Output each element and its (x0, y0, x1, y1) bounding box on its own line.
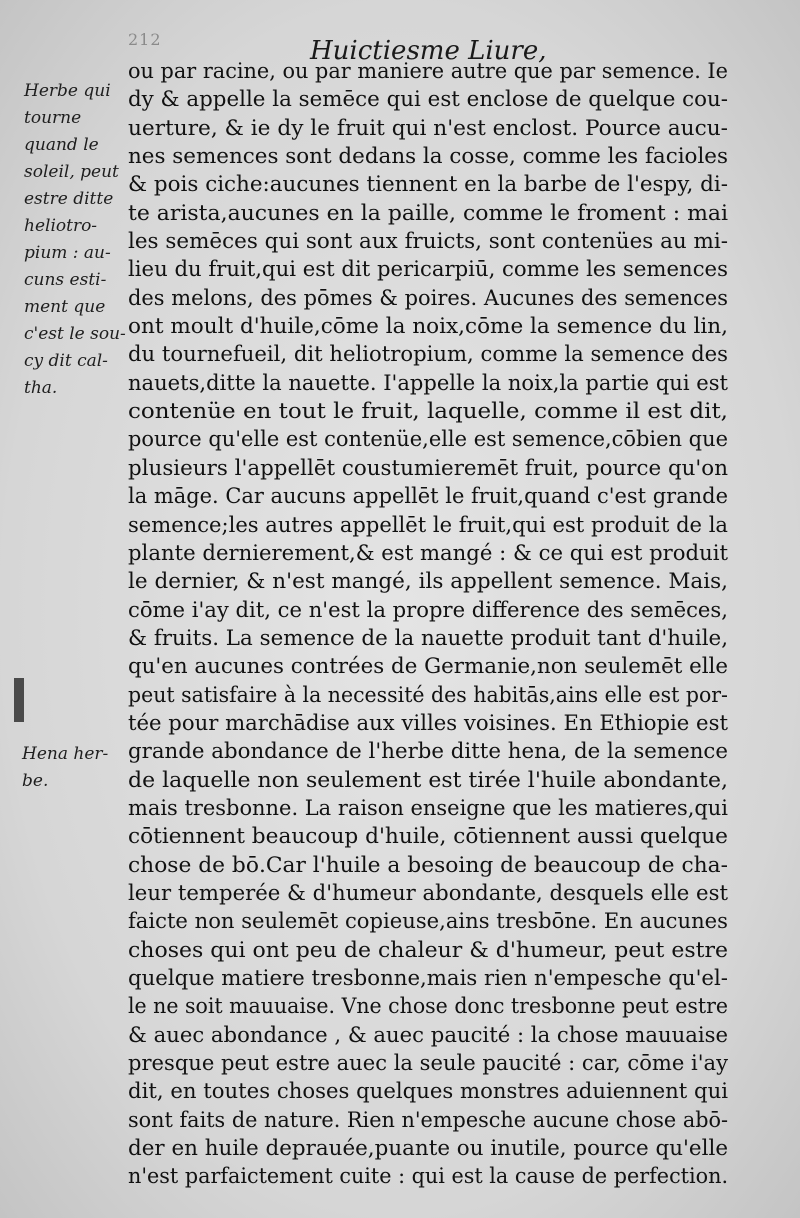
body-line: pource qu'elle est contenüe,elle est semence,cōbien que (128, 427, 728, 453)
body-line: & fruits. La semence de la nauette produit tant d'huile, (128, 625, 728, 651)
body-line: le ne soit mauuaise. Vne chose donc tresbonne peut estre (128, 994, 728, 1020)
body-line: presque peut estre auec la seule paucité : car, cōme i'ay (128, 1051, 728, 1077)
margin-note-line: pium : au- (24, 243, 111, 263)
body-line: cōme i'ay dit, ce n'est la propre difference des semēces, (128, 597, 728, 623)
body-line: dy & appelle la semēce qui est enclose de quelque cou- (128, 87, 728, 113)
body-line: mais tresbonne. La raison enseigne que les matieres,qui (128, 795, 728, 821)
margin-note-line: soleil, peut (24, 162, 119, 182)
body-line: le dernier, & n'est mangé, ils appellent semence. Mais, (128, 569, 728, 595)
margin-note-line: Herbe qui (24, 81, 111, 101)
margin-note-line: tourne (24, 108, 82, 128)
body-line: te arista,aucunes en la paille, comme le froment : mai (128, 200, 728, 226)
margin-note-line: c'est le sou- (24, 324, 126, 344)
page-number: 212 (128, 30, 162, 49)
body-line: quelque matiere tresbonne,mais rien n'empesche qu'el- (128, 966, 728, 991)
body-line: des melons, des pōmes & poires. Aucunes des semences (128, 285, 728, 311)
body-line: la māge. Car aucuns appellēt le fruit,quand c'est grande (128, 484, 728, 510)
running-head: Huictiesme Liure, (310, 36, 547, 66)
body-line: ou par racine, ou par maniere autre que par semence. Ie (128, 59, 728, 84)
body-line: chose de bō.Car l'huile a besoing de beaucoup de cha- (128, 852, 728, 878)
margin-note-line: heliotro- (24, 216, 98, 236)
margin-bracket-mark (14, 678, 24, 722)
body-line: leur temperée & d'humeur abondante, desquels elle est (128, 880, 728, 906)
body-line: grande abondance de l'herbe ditte hena, de la semence (128, 739, 728, 765)
margin-note-line: be. (22, 771, 49, 791)
margin-note-line: cy dit cal- (24, 351, 108, 371)
body-line: plante dernierement,& est mangé : & ce qui est produit (128, 540, 728, 566)
body-line: & pois ciche:aucunes tiennent en la barbe de l'espy, di- (128, 172, 728, 198)
body-line: tée pour marchādise aux villes voisines. En Ethiopie est (128, 710, 728, 736)
margin-note-line: estre ditte (24, 189, 114, 209)
body-line: de laquelle non seulement est tirée l'huile abondante, (128, 767, 728, 793)
body-line: plusieurs l'appellēt coustumieremēt fruit, pource qu'on (128, 455, 728, 481)
body-line: uerture, & ie dy le fruit qui n'est enclost. Pource aucu- (128, 115, 728, 141)
margin-note-line: cuns esti- (24, 270, 107, 290)
body-line: dit, en toutes choses quelques monstres aduiennent qui (128, 1079, 728, 1105)
body-line: qu'en aucunes contrées de Germanie,non seulemēt elle (128, 654, 728, 680)
body-line: peut satisfaire à la necessité des habitās,ains elle est por- (128, 682, 728, 708)
body-text (128, 58, 728, 1192)
margin-note-line: tha. (24, 378, 58, 398)
margin-note-line: ment que (24, 297, 106, 317)
body-line: cōtiennent beaucoup d'huile, cōtiennent aussi quelque (128, 824, 728, 850)
body-line: ont moult d'huile,cōme la noix,cōme la semence du lin, (128, 314, 728, 340)
body-line: der en huile deprauée,puante ou inutile, pource qu'elle (128, 1136, 728, 1162)
margin-note-hena (22, 741, 132, 795)
body-line: & auec abondance , & auec paucité : la chose mauuaise (128, 1022, 728, 1048)
margin-note-line: Hena her- (22, 744, 109, 764)
body-line: sont faits de nature. Rien n'empesche aucune chose abō- (128, 1107, 728, 1133)
body-line: du tournefueil, dit heliotropium, comme la semence des (128, 342, 728, 368)
body-line: n'est parfaictement cuite : qui est la cause de perfection. (128, 1164, 728, 1190)
body-line: lieu du fruit,qui est dit pericarpiū, comme les semences (128, 257, 728, 283)
margin-note-line: quand le (24, 135, 99, 155)
body-line: choses qui ont peu de chaleur & d'humeur, peut estre (128, 937, 728, 963)
body-line: les semēces qui sont aux fruicts, sont contenües au mi- (128, 229, 728, 255)
body-line: semence;les autres appellēt le fruit,qui est produit de la (128, 512, 728, 538)
body-line: nes semences sont dedans la cosse, comme les facioles (128, 144, 728, 170)
body-line: nauets,ditte la nauette. I'appelle la noix,la partie qui est (128, 370, 728, 396)
margin-note-heliotropium (24, 78, 144, 402)
body-line: contenüe en tout le fruit, laquelle, comme il est dit, (128, 399, 728, 425)
body-line: faicte non seulemēt copieuse,ains tresbōne. En aucunes (128, 909, 728, 935)
